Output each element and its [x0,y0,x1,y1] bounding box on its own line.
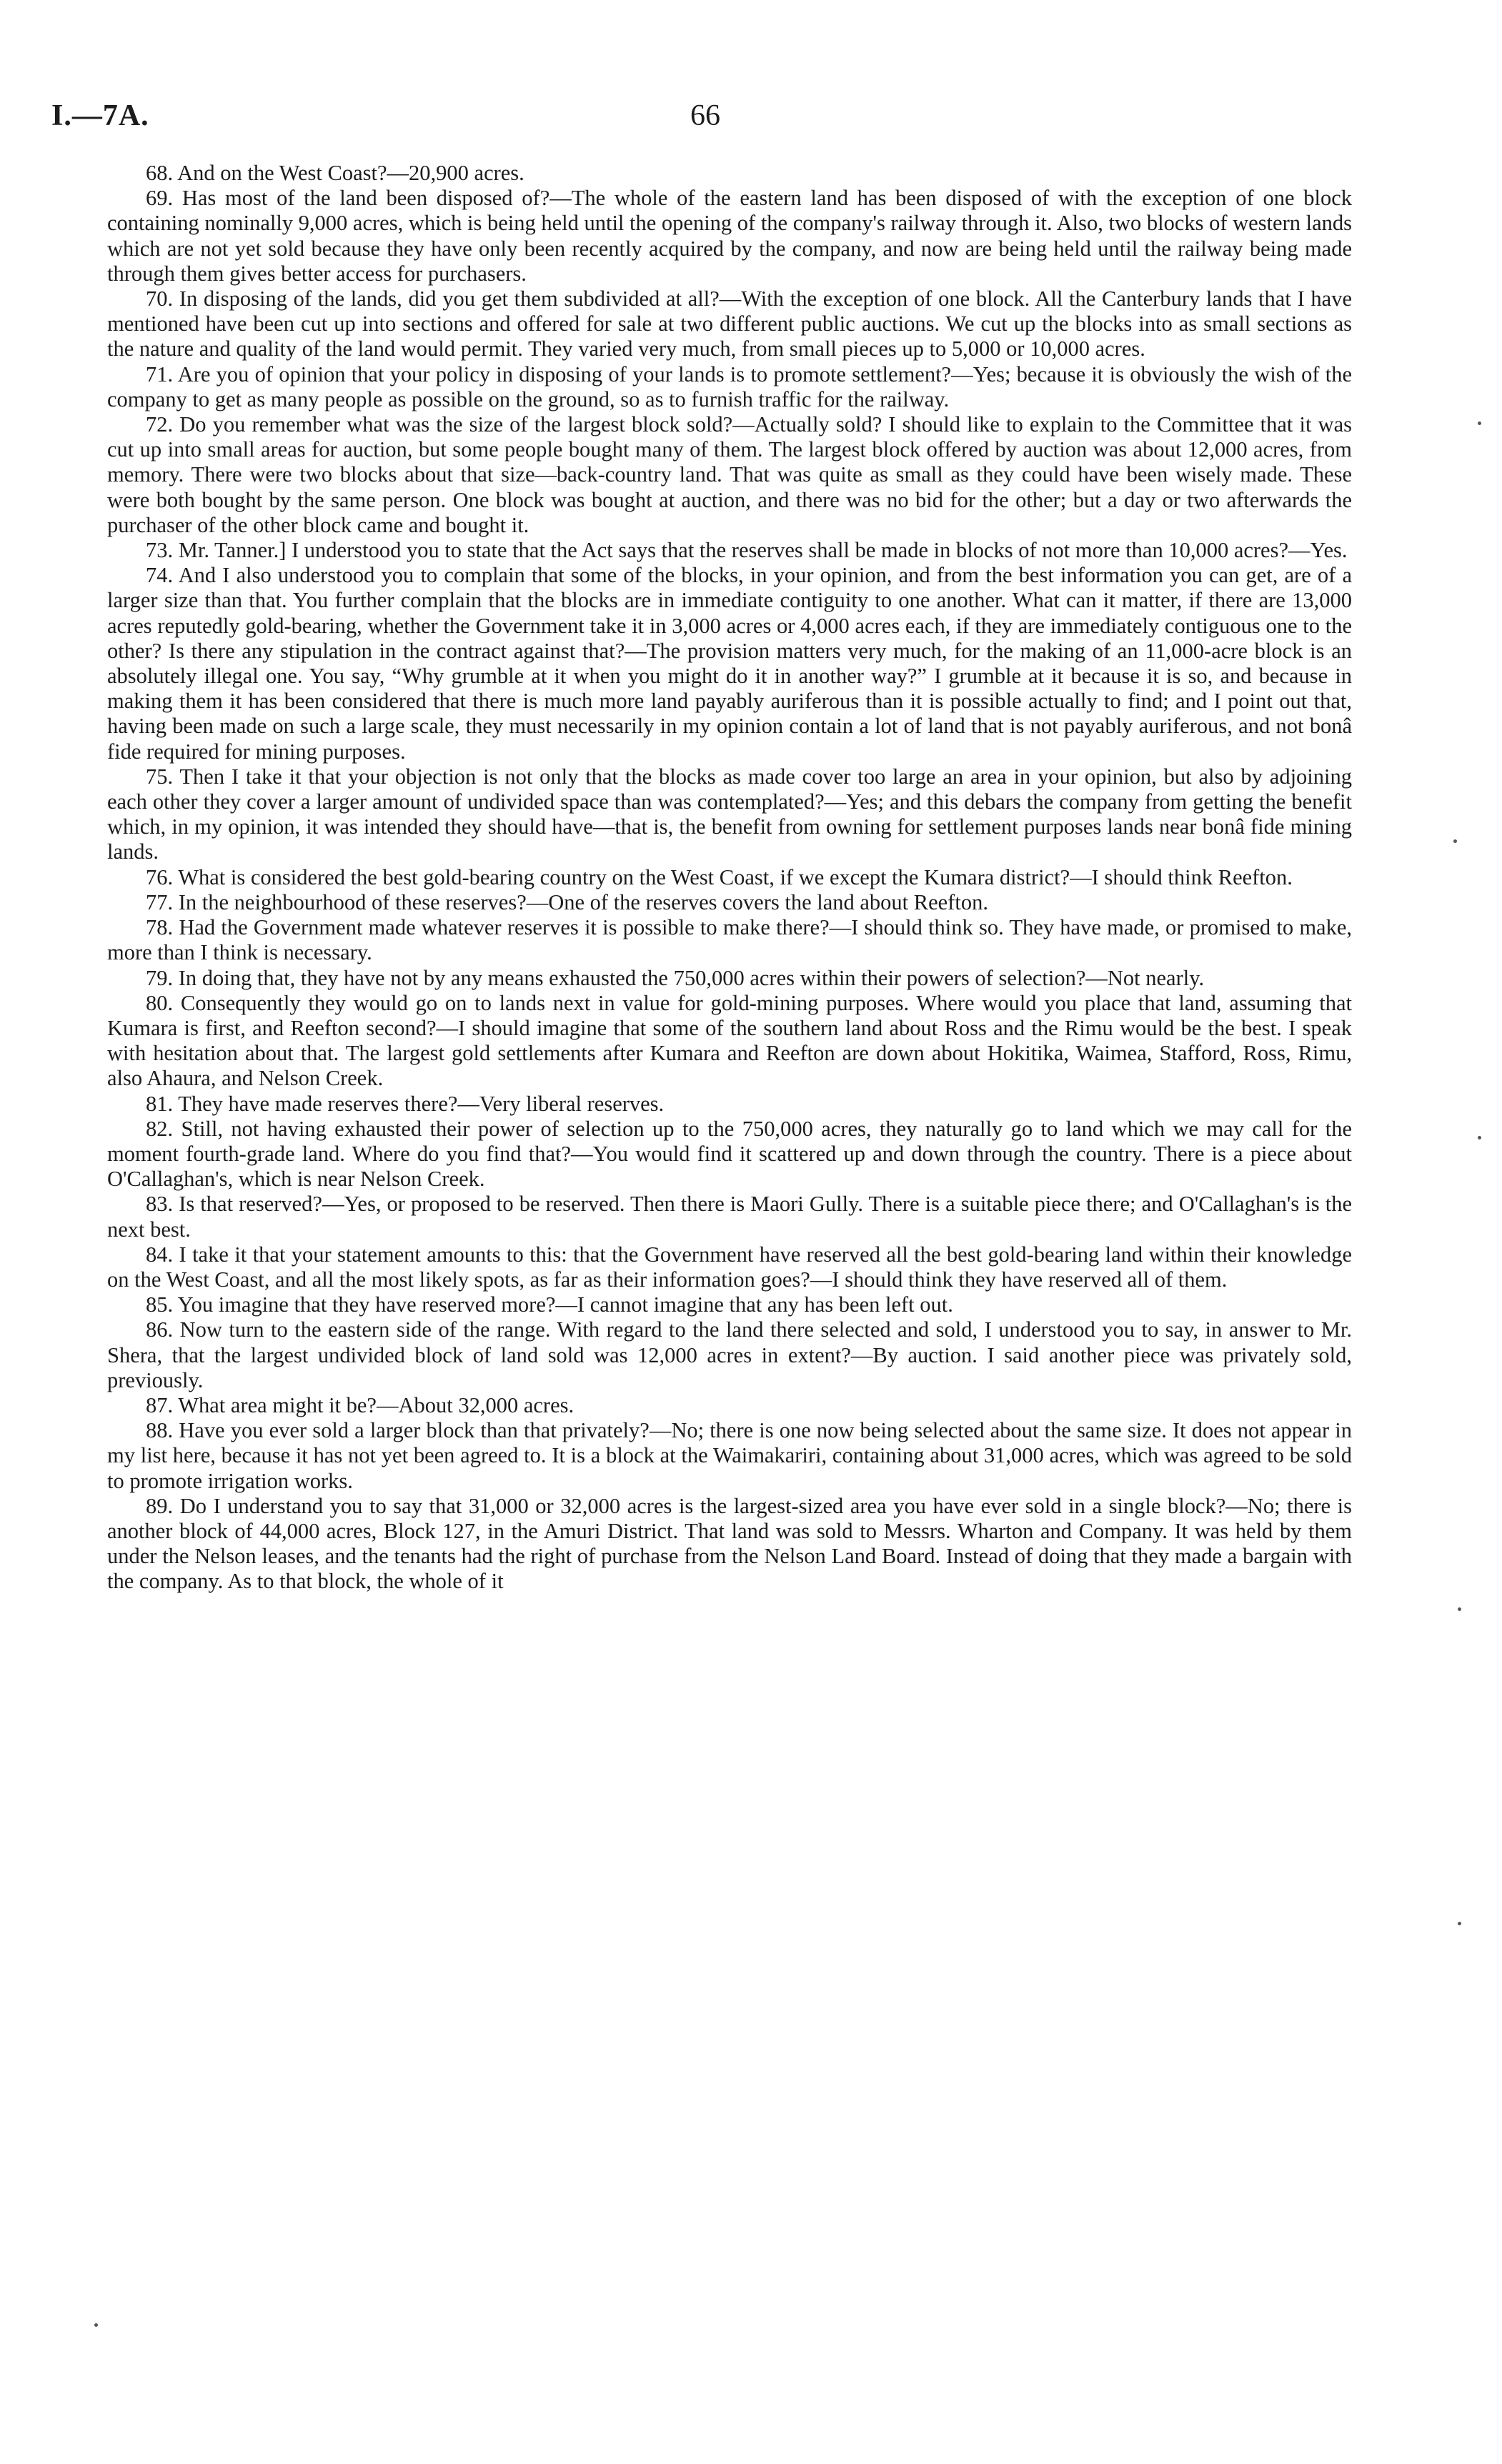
question-76: 76. What is considered the best gold-bearing country on the West Coast, if we except the Kumara district?—I should think Reefton. [146,864,1293,889]
question-78: 78. Had the Government made whatever reserves it is possible to make there?—I should think so. They have made, or promised to make, more than I think is necessary. [107,915,1352,965]
document-reference: I.—7A. [51,99,149,132]
scan-speck [94,2323,98,2327]
question-74: 74. And I also understood you to complain that some of the blocks, in your opinion, and from the best information you can get, are of a larger size than that. You further complain that the blocks are in immediate contiguity to one another. What can it matter, if there are 13,000 acres reputedly gold-bearing, whether the Government take it in 3,000 acres or 4,000 acres each, if they are immediately contiguous one to the other? Is there any stipulation in the contract against that?—The provision matters very much, for the making of an 11,000-acre block is an absolutely illegal one. You say, “Why grumble at it when you might do it in another way?” I grumble at it because it is so, and because in making them it has been considered that there is much more land payably auriferous than it is possible actually to find; and I point out that, having been made on such a large scale, they must necessarily in my opinion contain a lot of land that is not payably auriferous, and not bonâ fide required for mining purposes. [107,563,1352,764]
scan-speck [1458,1922,1461,1925]
question-85: 85. You imagine that they have reserved more?—I cannot imagine that any has been left out. [146,1292,953,1317]
question-69: 69. Has most of the land been disposed of?—The whole of the eastern land has been disposed of with the exception of one block containing nominally 9,000 acres, which is being held until the opening of the company's railway through it. Also, two blocks of western lands which are not yet sold because they have only been recently acquired by the company, and now are being held until the railway being made through them gives better access for purchasers. [107,186,1352,286]
question-87: 87. What area might it be?—About 32,000 acres. [146,1392,575,1417]
question-73: 73. Mr. Tanner.] I understood you to state that the Act says that the reserves shall be made in blocks of not more than 10,000 acres?—Yes. [146,538,1348,563]
question-77: 77. In the neighbourhood of these reserves?—One of the reserves covers the land about Reefton. [146,889,988,914]
question-70: 70. In disposing of the lands, did you get them subdivided at all?—With the exception of one block. All the Canterbury lands that I have mentioned have been cut up into sections and offered for sale at two different public auctions. We cut up the blocks into as small sections as the nature and quality of the land would permit. They varied very much, from small pieces up to 5,000 or 10,000 acres. [107,286,1352,361]
question-79: 79. In doing that, they have not by any means exhausted the 750,000 acres within their powers of selection?—Not nearly. [146,965,1205,990]
scan-speck [1478,1136,1481,1139]
question-80: 80. Consequently they would go on to lands next in value for gold-mining purposes. Where would you place that land, assuming that Kumara is first, and Reefton second?—I should imagine that some of the southern land about Ross and the Rimu would be the best. I speak with hesitation about that. The largest gold settlements after Kumara and Reefton are down about Hokitika, Waimea, Stafford, Ross, Rimu, also Ahaura, and Nelson Creek. [107,990,1352,1091]
question-71: 71. Are you of opinion that your policy in disposing of your lands is to promote settlement?—Yes; because it is obviously the wish of the company to get as many people as possible on the ground, so as to furnish traffic for the railway. [107,361,1352,412]
page-header [51,99,1359,141]
scan-speck [1458,1607,1461,1611]
question-88: 88. Have you ever sold a larger block than that privately?—No; there is one now being selected about the same size. It does not appear in my list here, because it has not yet been agreed to. It is a block at the Waimakariri, containing about 31,000 acres, which was agreed to be sold to promote irrigation works. [107,1418,1352,1493]
page-number: 66 [690,99,720,132]
scan-speck [1453,839,1457,843]
question-89: 89. Do I understand you to say that 31,000 or 32,000 acres is the largest-sized area you have ever sold in a single block?—No; there is another block of 44,000 acres, Block 127, in the Amuri District. That land was sold to Messrs. Wharton and Company. It was held by them under the Nelson leases, and the tenants had the right of purchase from the Nelson Land Board. Instead of doing that they made a bargain with the company. As to that block, the whole of it [107,1493,1352,1594]
question-72: 72. Do you remember what was the size of the largest block sold?—Actually sold? I should like to explain to the Committee that it was cut up into small areas for auction, but some people bought many of them. The largest block offered by auction was about 12,000 acres, from memory. There were two blocks about that size—back-country land. That was quite as small as they could have been wisely made. These were both bought by the same person. One block was bought at auction, and there was no bid for the other; but a day or two afterwards the purchaser of the other block came and bought it. [107,412,1352,537]
question-83: 83. Is that reserved?—Yes, or proposed to be reserved. Then there is Maori Gully. There is a suitable piece there; and O'Callaghan's is the next best. [107,1192,1352,1242]
question-68: 68. And on the West Coast?—20,900 acres. [146,161,524,185]
question-75: 75. Then I take it that your objection is not only that the blocks as made cover too large an area in your opinion, but also by adjoining each other they cover a larger amount of undivided space than was contemplated?—Yes; and this debars the company from getting the benefit which, in my opinion, it was intended they should have—that is, the benefit from owning for settlement purposes lands near bonâ fide mining lands. [107,764,1352,864]
scan-speck [1478,422,1481,425]
minutes-of-evidence-text [107,161,1352,1595]
question-81: 81. They have made reserves there?—Very liberal reserves. [146,1091,665,1116]
question-86: 86. Now turn to the eastern side of the range. With regard to the land there selected and sold, I understood you to say, in answer to Mr. Shera, that the largest undivided block of land sold was 12,000 acres in extent?—By auction. I said another piece was privately sold, previously. [107,1317,1352,1392]
question-82: 82. Still, not having exhausted their power of selection up to the 750,000 acres, they naturally go to land which we may call for the moment fourth-grade land. Where do you find that?—You would find it scattered up and down through the country. There is a piece about O'Callaghan's, which is near Nelson Creek. [107,1116,1352,1192]
question-84: 84. I take it that your statement amounts to this: that the Government have reserved all the best gold-bearing land within their knowledge on the West Coast, and all the most likely spots, as far as their information goes?—I should think they have reserved all of them. [107,1242,1352,1292]
